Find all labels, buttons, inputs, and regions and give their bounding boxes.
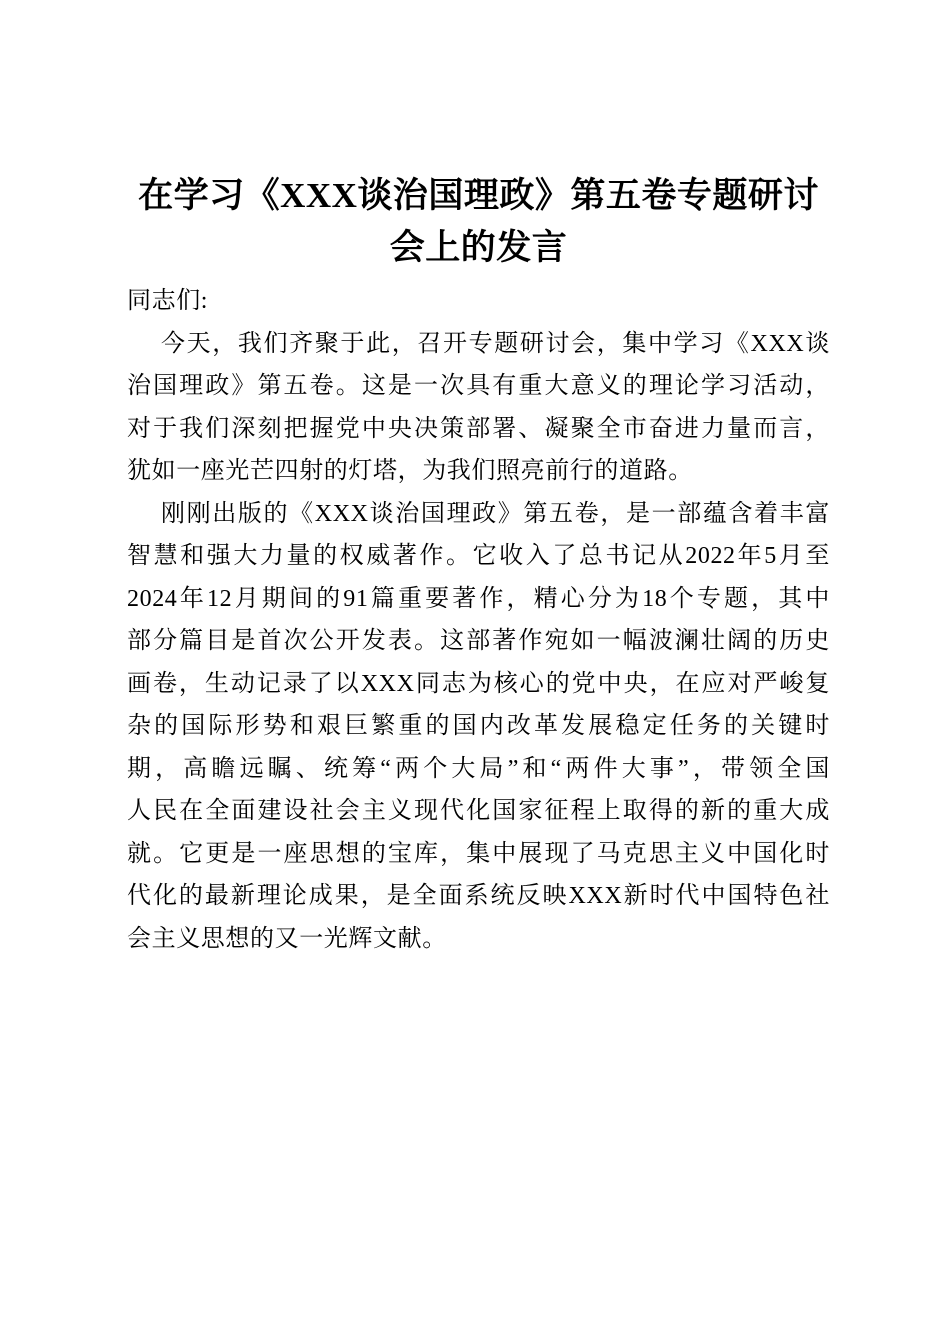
paragraph-line: 刚刚出版的《XXX谈治国理政》第五卷，是一部蕴含着丰富 — [161, 500, 830, 527]
paragraph-line: 对于我们深刻把握党中央决策部署、凝聚全市奋进力量而言， — [127, 415, 830, 442]
salutation: 同志们: — [127, 288, 209, 314]
paragraph-line: 部分篇目是首次公开发表。这部著作宛如一幅波澜壮阔的历史 — [127, 628, 830, 654]
paragraph-1 — [127, 323, 830, 493]
paragraph-2 — [127, 493, 830, 961]
paragraph-line: 代化的最新理论成果，是全面系统反映XXX新时代中国特色社 — [127, 883, 830, 909]
paragraph-line: 治国理政》第五卷。这是一次具有重大意义的理论学习活动， — [127, 373, 830, 399]
paragraph-line: 犹如一座光芒四射的灯塔，为我们照亮前行的道路。 — [127, 458, 693, 484]
paragraph-line: 杂的国际形势和艰巨繁重的国内改革发展稳定任务的关键时 — [127, 713, 830, 739]
paragraph-line: 就。它更是一座思想的宝库，集中展现了马克思主义中国化时 — [127, 840, 830, 867]
document-title — [127, 170, 830, 274]
paragraph-line: 画卷，生动记录了以XXX同志为核心的党中央，在应对严峻复 — [127, 670, 830, 697]
paragraph-line: 期，高瞻远瞩、统筹“两个大局”和“两件大事”，带领全国 — [127, 755, 830, 782]
paragraph-line: 智慧和强大力量的权威著作。它收入了总书记从2022年5月至 — [127, 543, 830, 569]
paragraph-line: 人民在全面建设社会主义现代化国家征程上取得的新的重大成 — [127, 798, 830, 824]
title-line-1: 在学习《XXX谈治国理政》第五卷专题研讨 — [138, 176, 819, 215]
paragraph-line: 今天，我们齐聚于此，召开专题研讨会，集中学习《XXX谈 — [161, 330, 830, 357]
paragraph-line: 2024年12月期间的91篇重要著作，精心分为18个专题，其中 — [127, 585, 830, 612]
title-line-2: 会上的发言 — [389, 228, 568, 267]
document-page — [127, 170, 830, 960]
paragraph-line: 会主义思想的又一光辉文献。 — [127, 925, 447, 952]
